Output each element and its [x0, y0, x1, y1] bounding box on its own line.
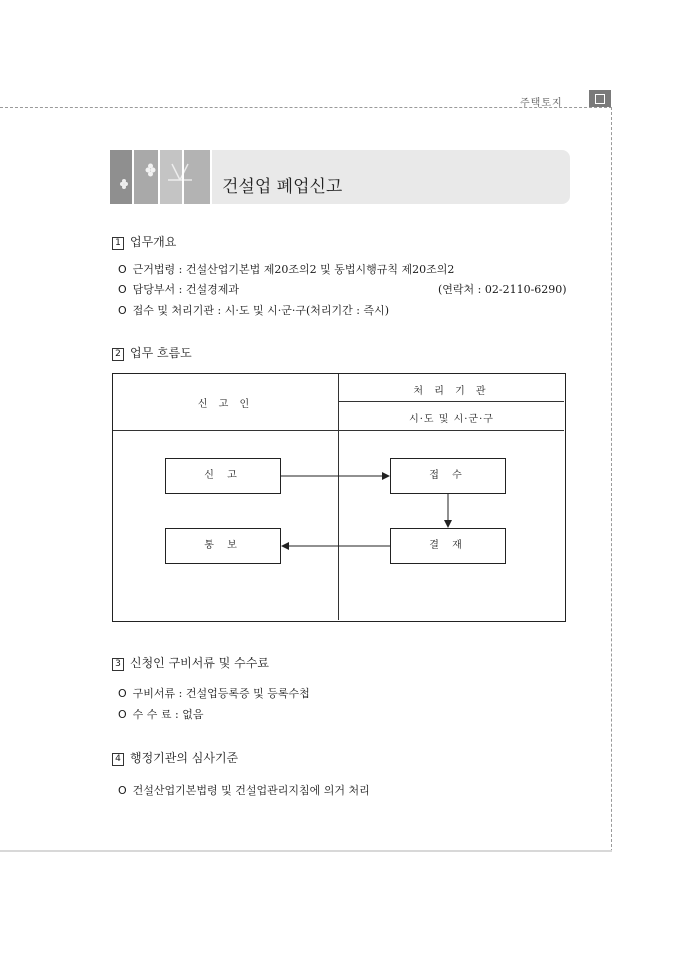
- bullet-icon: O: [118, 708, 127, 721]
- page-right-border: [611, 107, 612, 852]
- section-number: 2: [112, 348, 124, 361]
- section-2-heading: [112, 344, 192, 361]
- notify-box: 통 보: [165, 528, 281, 564]
- agency-header: 처 리 기 관: [413, 386, 490, 397]
- section-1-heading: [112, 233, 176, 250]
- applicant-header: 신 고 인: [197, 399, 254, 410]
- list-item: O 담당부서 : 건설경제과: [118, 283, 240, 296]
- section-number: 3: [112, 658, 124, 671]
- section-title: 행정기관의 심사기준: [130, 751, 239, 765]
- running-header-tab: [589, 90, 611, 107]
- running-header-label: 주택토지: [520, 98, 563, 109]
- bullet-icon: O: [118, 283, 127, 296]
- bullet-icon: O: [118, 263, 127, 276]
- bullet-icon: O: [118, 687, 127, 700]
- contact-number: (연락처 : 02-2110-6290): [438, 283, 567, 296]
- section-number: 4: [112, 753, 124, 766]
- section-number: 1: [112, 237, 124, 250]
- flower-decoration-icon: [110, 150, 210, 204]
- flow-arrows: [113, 374, 564, 620]
- receive-box: 접 수: [390, 458, 506, 494]
- list-item: O 수 수 료 : 없음: [118, 708, 204, 721]
- agency-subheader: 시·도 및 시·군·구: [409, 414, 494, 425]
- section-3-heading: [112, 654, 269, 671]
- section-title: 업무 흐름도: [130, 346, 192, 360]
- section-title: 신청인 구비서류 및 수수료: [130, 656, 269, 670]
- bullet-icon: O: [118, 784, 127, 797]
- approve-box: 결 재: [390, 528, 506, 564]
- list-item: O 구비서류 : 건설업등록증 및 등록수첩: [118, 687, 310, 700]
- page-title: 건설업 폐업신고: [222, 177, 343, 197]
- list-item: O 건설산업기본법령 및 건설업관리지침에 의거 처리: [118, 784, 370, 797]
- list-item: O 근거법령 : 건설산업기본법 제20조의2 및 동법시행규칙 제20조의2: [118, 263, 455, 276]
- list-item: O 접수 및 처리기관 : 시·도 및 시·군·구(처리기간 : 즉시): [118, 304, 390, 317]
- page-bottom-border: [0, 850, 612, 852]
- report-box: 신 고: [165, 458, 281, 494]
- section-title: 업무개요: [130, 235, 177, 249]
- bullet-icon: O: [118, 304, 127, 317]
- workflow-diagram: [112, 373, 566, 622]
- section-4-heading: [112, 749, 238, 766]
